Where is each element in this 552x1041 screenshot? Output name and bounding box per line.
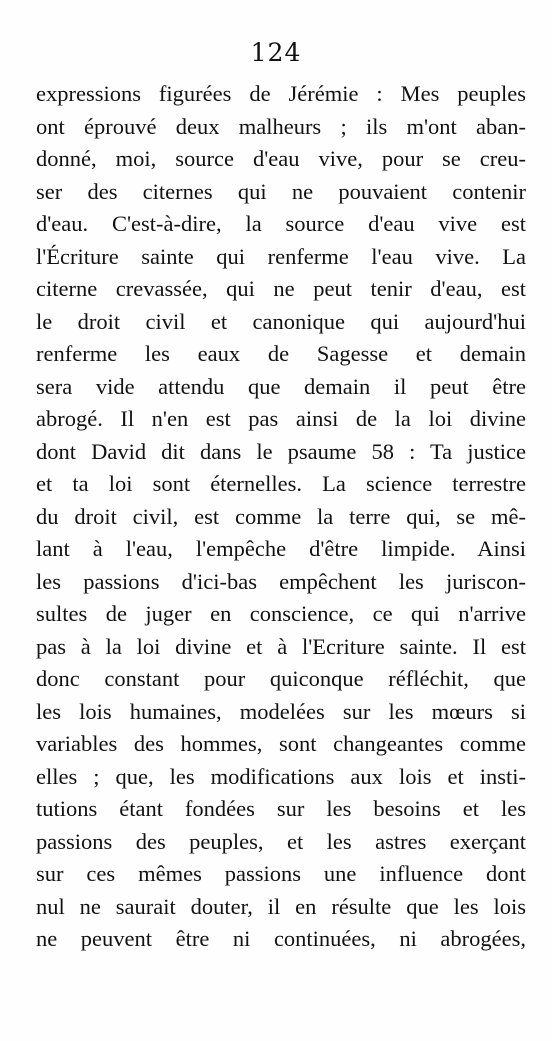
text-line: passions des peuples, et les astres exerçant: [36, 828, 526, 854]
text-line: les passions d'ici-bas empêchent les juriscon-: [36, 568, 526, 594]
text-line: l'Écriture sainte qui renferme l'eau vive. La: [36, 243, 526, 269]
text-line: dont David dit dans le psaume 58 : Ta justice: [36, 438, 526, 464]
text-line: donné, moi, source d'eau vive, pour se creu-: [36, 146, 526, 171]
text-line: abrogé. Il n'en est pas ainsi de la loi divine: [36, 406, 526, 431]
page-number: 124: [250, 38, 302, 67]
text-line: citerne crevassée, qui ne peut tenir d'eau, est: [36, 276, 526, 301]
text-line: sur ces mêmes passions une influence dont: [36, 861, 526, 886]
text-line: elles ; que, les modifications aux lois et insti-: [36, 763, 526, 789]
text-line: d'eau. C'est-à-dire, la source d'eau vive est: [36, 211, 526, 236]
text-line: ne peuvent être ni continuées, ni abrogées,: [36, 926, 526, 951]
text-line: nul ne saurait douter, il en résulte que les lois: [36, 893, 526, 919]
text-line: et ta loi sont éternelles. La science terrestre: [36, 471, 526, 496]
text-line: variables des hommes, sont changeantes comme: [36, 731, 526, 756]
text-line: les lois humaines, modelées sur les mœurs si: [36, 698, 526, 724]
text-line: du droit civil, est comme la terre qui, se mê-: [36, 503, 526, 529]
text-line: sultes de juger en conscience, ce qui n'arrive: [36, 601, 526, 626]
text-line: sera vide attendu que demain il peut être: [36, 373, 526, 399]
text-line: pas à la loi divine et à l'Ecriture sainte. Il est: [36, 633, 526, 659]
text-line: donc constant pour quiconque réfléchit, que: [36, 666, 526, 691]
text-line: renferme les eaux de Sagesse et demain: [36, 341, 526, 366]
text-line: lant à l'eau, l'empêche d'être limpide. Ainsi: [36, 536, 526, 561]
text-line: ont éprouvé deux malheurs ; ils m'ont aban-: [36, 113, 526, 139]
text-line: ser des citernes qui ne pouvaient contenir: [36, 178, 526, 204]
text-line: tutions étant fondées sur les besoins et les: [36, 796, 526, 821]
body-text: [36, 78, 526, 956]
text-line: expressions figurées de Jérémie : Mes peuples: [36, 81, 526, 106]
text-line: le droit civil et canonique qui aujourd'hui: [36, 308, 526, 334]
